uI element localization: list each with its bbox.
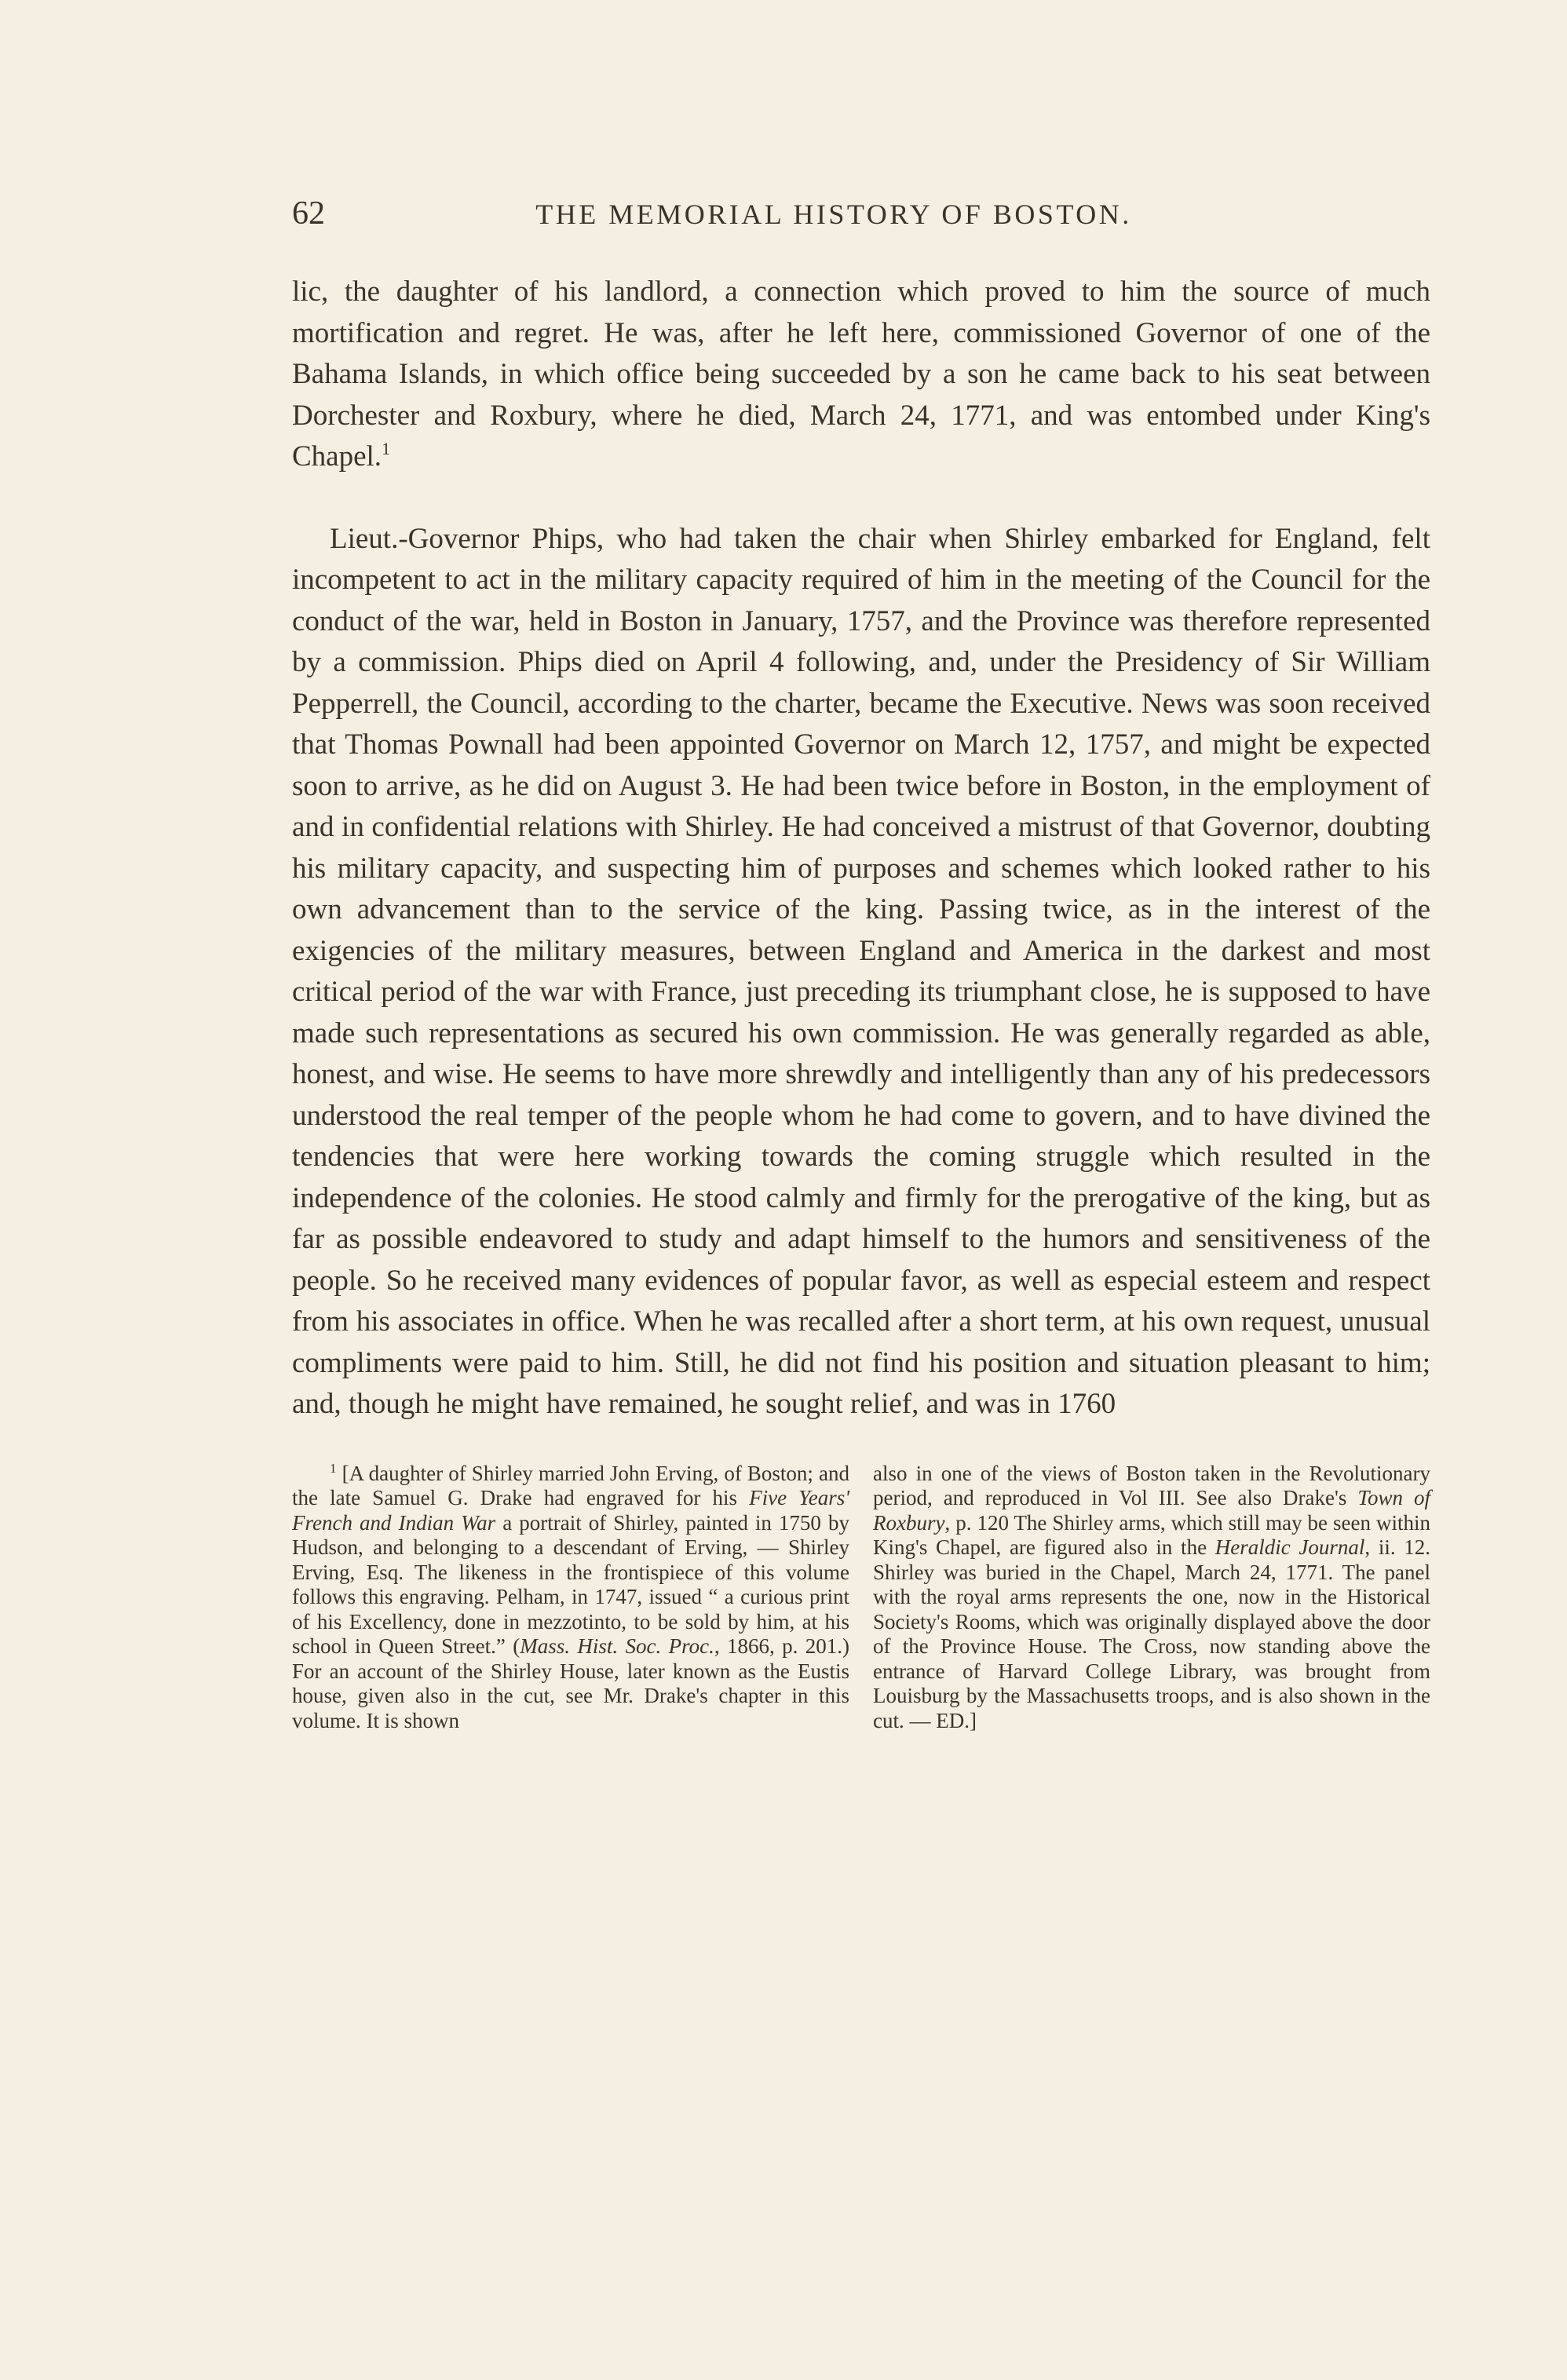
footnote-italic-title: Mass. Hist. Soc. Proc. xyxy=(520,1634,714,1658)
footnote-text-segment: [A daughter of Shirley married John Erving, of Boston; and the late Samuel G. Drake had engraved for his xyxy=(292,1461,850,1509)
footnote-marker: 1 xyxy=(330,1460,337,1476)
book-page xyxy=(292,195,1430,1733)
footnote-italic-title: Five Years' French and Indian War xyxy=(292,1486,849,1535)
footnote-left-column xyxy=(292,1462,849,1734)
footnote-text-segment: a portrait of Shirley, painted in 1750 by Hudson, and belonging to a descendant of Erving, — Shirley Erving, Esq. The likeness in the frontispiece of this volume follows this engraving. Pelham, in 1747, issued “ a curious print of his Excellency, done in mezzotinto, to be sold by him, at his school in Queen Street.” ( xyxy=(292,1510,849,1658)
footnote xyxy=(292,1462,1430,1734)
body-paragraph xyxy=(292,272,1430,478)
footnote-text-segment: , 1866, p. 201.) For an account of the Shirley House, later known as the Eustis house, given also in the cut, see Mr. Drake's chapter in this volume. It is shown xyxy=(292,1634,849,1732)
footnote-text-segment: also in one of the views of Boston taken in the Revolutionary period, and reproduced in Vol III. See also Drake's xyxy=(873,1461,1430,1509)
running-title: THE MEMORIAL HISTORY OF BOSTON. xyxy=(535,199,1132,230)
footnote-text-segment: , p. 120 The Shirley arms, which still may be seen within King's Chapel, are figured also in the xyxy=(873,1510,1430,1559)
running-head xyxy=(292,195,1430,250)
page-number: 62 xyxy=(292,195,325,232)
footnote-reference: 1 xyxy=(382,439,391,458)
footnote-text xyxy=(292,1462,849,1734)
body-paragraph: Lieut.-Governor Phips, who had taken the chair when Shirley embarked for England, felt incompetent to act in the military capacity required of him in the meeting of the Council for the conduct of the war, held in Boston in January, 1757, and the Province was therefore represented by a commission. Phips died on April 4 following, and, under the Presidency of Sir William Pepperrell, the Council, according to the charter, became the Executive. News was soon received that Thomas Pownall had been appointed Governor on March 12, 1757, and might be expected soon to arrive, as he did on August 3. He had been twice before in Boston, in the employment of and in confidential relations with Shirley. He had conceived a mistrust of that Governor, doubting his military capacity, and suspecting him of purposes and schemes which looked rather to his own advancement than to the service of the king. Passing twice, as in the interest of the exigencies of the military measures, between England and America in the darkest and most critical period of the war with France, just preceding its triumphant close, he is supposed to have made such representations as secured his own commission. He was generally regarded as able, honest, and wise. He seems to have more shrewdly and intelligently than any of his predecessors understood the real temper of the people whom he had come to govern, and to have divined the tendencies that were here working towards the coming struggle which resulted in the independence of the colonies. He stood calmly and firmly for the prerogative of the king, but as far as possible endeavored to study and adapt himself to the humors and sensitiveness of the people. So he received many evidences of popular favor, as well as especial esteem and respect from his associates in office. When he was recalled after a short term, at his own request, unusual compliments were paid to him. Still, he did not find his position and situation pleasant to him; and, though he might have remained, he sought relief, and was in 1760 xyxy=(292,522,1430,1420)
body-paragraph-text: lic, the daughter of his landlord, a connection which proved to him the source of much mortification and regret. He was, after he left here, commissioned Governor of one of the Bahama Islands, in which office being succeeded by a son he came back to his seat between Dorchester and Roxbury, where he died, March 24, 1771, and was entombed under King's Chapel. xyxy=(292,276,1430,473)
footnote-italic-title: Heraldic Journal xyxy=(1215,1535,1365,1559)
footnote-right-column xyxy=(873,1462,1430,1734)
footnote-text-segment: , ii. 12. Shirley was buried in the Chapel, March 24, 1771. The panel with the royal arms represents the one, now in the Historical Society's Rooms, which was originally displayed above the door of the Province House. The Cross, now standing above the entrance of Harvard College Library, was brought from Louisburg by the Massachusetts troops, and is also shown in the cut. — ED.] xyxy=(873,1535,1430,1732)
footnote-text xyxy=(873,1462,1430,1734)
main-text xyxy=(292,272,1430,1425)
footnote-italic-title: Town of Roxbury xyxy=(873,1486,1430,1535)
